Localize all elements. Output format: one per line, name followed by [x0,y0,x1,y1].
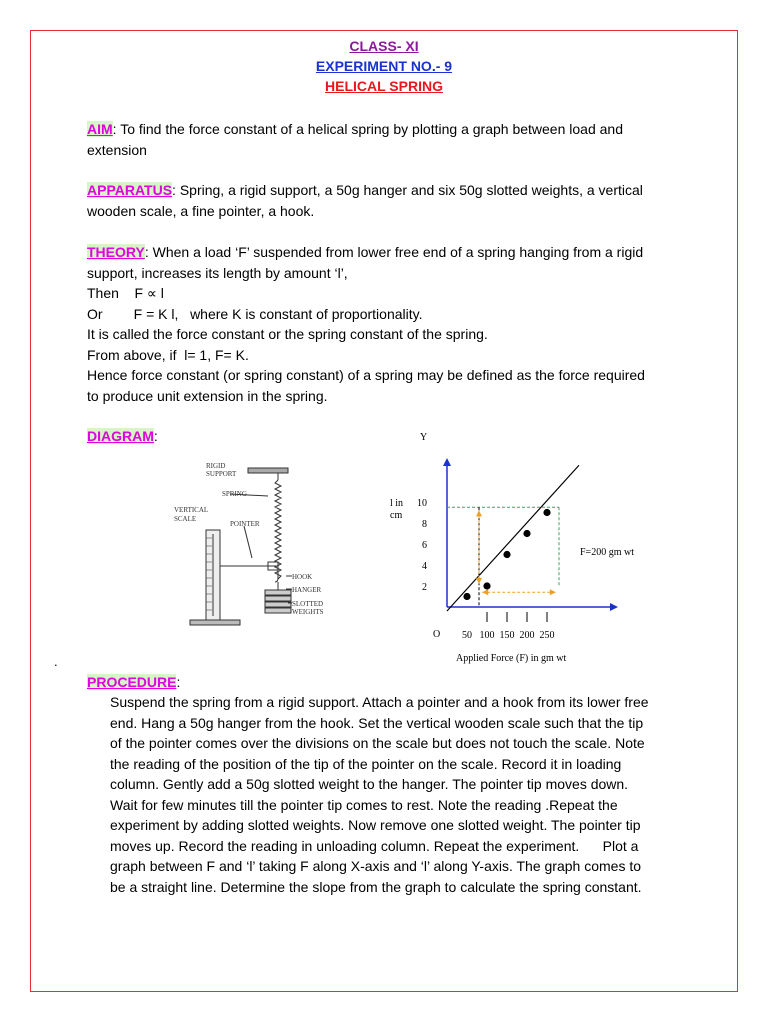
procedure-line: of the pointer comes over the divisions on the scale but does not touch the scale. Note [110,735,645,751]
data-point [463,593,470,600]
apparatus-text-2: wooden scale, a fine pointer, a hook. [87,202,315,219]
label-hook: HOOK [292,573,313,581]
label-rigid: RIGID [206,462,226,470]
title-heading: HELICAL SPRING [325,78,443,94]
theory-line-2: support, increases its length by amount ‘l’, [87,264,348,281]
procedure-heading [87,672,180,693]
label-pointer: POINTER [230,520,260,528]
procedure-line: experiment by adding slotted weights. Now remove one slotted weight. The pointer tip [110,817,641,833]
theory-line-5: It is called the force constant or the spring constant of the spring. [87,326,488,342]
y-tick-6: 6 [422,540,427,551]
procedure-body [110,692,696,897]
experiment-heading: EXPERIMENT NO.- 9 [315,58,453,74]
y-axis-label-2: cm [390,510,403,521]
x-tick-150: 150 [499,630,515,641]
label-spring: SPRING [222,490,247,498]
apparatus-label: APPARATUS [87,182,173,198]
x-tick-200: 200 [519,630,535,641]
class-heading: CLASS- XI [349,38,419,54]
apparatus-text-1: : Spring, a rigid support, a 50g hanger and six 50g slotted weights, a vertical [172,182,643,198]
force-arrow-head-left [482,589,488,595]
force-extension-graph [380,420,640,670]
theory-line-8: to produce unit extension in the spring. [87,387,328,404]
diagram-heading [87,426,158,447]
procedure-line: moves up. Record the reading in unloading column. Repeat the experiment. Plot a [110,837,639,854]
y-axis-arrow [443,458,451,466]
procedure-line: the reading of the position of the tip of the pointer on the scale. Record it in loading [110,755,622,772]
data-point [523,530,530,537]
annotation-label: F=200 gm wt [580,547,634,558]
y-tick-2: 2 [422,582,427,593]
x-axis-arrow [610,603,618,611]
label-vertical: VERTICAL [174,506,209,514]
data-point [483,582,490,589]
procedure-line: Wait for few minutes till the pointer tip comes to rest. Note the reading .Repeat the [110,796,618,813]
extension-arrow-head-up [476,510,482,516]
x-tick-100: 100 [479,630,495,641]
procedure-line: be a straight line. Determine the slope from the graph to calculate the spring constant. [110,878,642,895]
procedure-line: column. Gently add a 50g slotted weight to the hanger. The pointer tip moves down. [110,776,629,792]
label-scale: SCALE [174,515,197,523]
diagram-label: DIAGRAM [87,428,154,444]
x-tick-50: 50 [462,630,472,641]
procedure-line: Suspend the spring from a rigid support. Attach a pointer and a hook from its lower free [110,694,649,710]
label-support: SUPPORT [206,470,237,478]
label-weights: WEIGHTS [292,608,324,616]
rigid-support-bar [248,468,288,473]
data-point [543,509,550,516]
x-tick-250: 250 [539,630,555,641]
diagram-colon: : [153,428,158,444]
label-hanger: HANGER [292,586,322,594]
theory-line-3: Then F ∝ l [87,285,164,301]
theory-line-7: Hence force constant (or spring constant) of a spring may be defined as the force required [87,367,645,383]
apparatus-section [87,180,696,221]
y-tick-8: 8 [422,519,427,530]
origin-label: O [433,629,441,640]
apparatus-drawing [168,458,338,630]
extension-arrow-head-down [476,578,482,584]
x-axis-label: Applied Force (F) in gm wt [456,653,567,664]
y-axis-letter: Y [420,432,428,443]
aim-section [87,119,696,160]
aim-text-1: : To find the force constant of a helical spring by plotting a graph between load and [112,121,623,137]
procedure-line: graph between F and ‘l’ taking F along X-axis and ‘l’ along Y-axis. The graph comes to [110,858,642,874]
theory-line-4: Or F = K l, where K is constant of proportionality. [87,305,423,322]
y-axis-label-1: l in [390,498,404,509]
theory-line-6: From above, if l= 1, F= K. [87,346,249,363]
y-tick-4: 4 [422,561,427,572]
y-tick-10: 10 [417,498,427,509]
aim-text-2: extension [87,141,147,158]
theory-line-1: : When a load ‘F’ suspended from lower free end of a spring hanging from a rigid [144,244,644,260]
theory-section [87,242,696,406]
data-point [503,551,510,558]
stray-mark: . [54,654,58,669]
procedure-label: PROCEDURE [87,674,177,690]
force-arrow-head-right [550,589,556,595]
procedure-line: end. Hang a 50g hanger from the hook. Set the vertical wooden scale such that the tip [110,714,644,731]
procedure-colon: : [176,674,181,690]
label-slotted: SLOTTED [292,600,324,608]
aim-label: AIM [87,121,113,137]
theory-label: THEORY [87,244,145,260]
